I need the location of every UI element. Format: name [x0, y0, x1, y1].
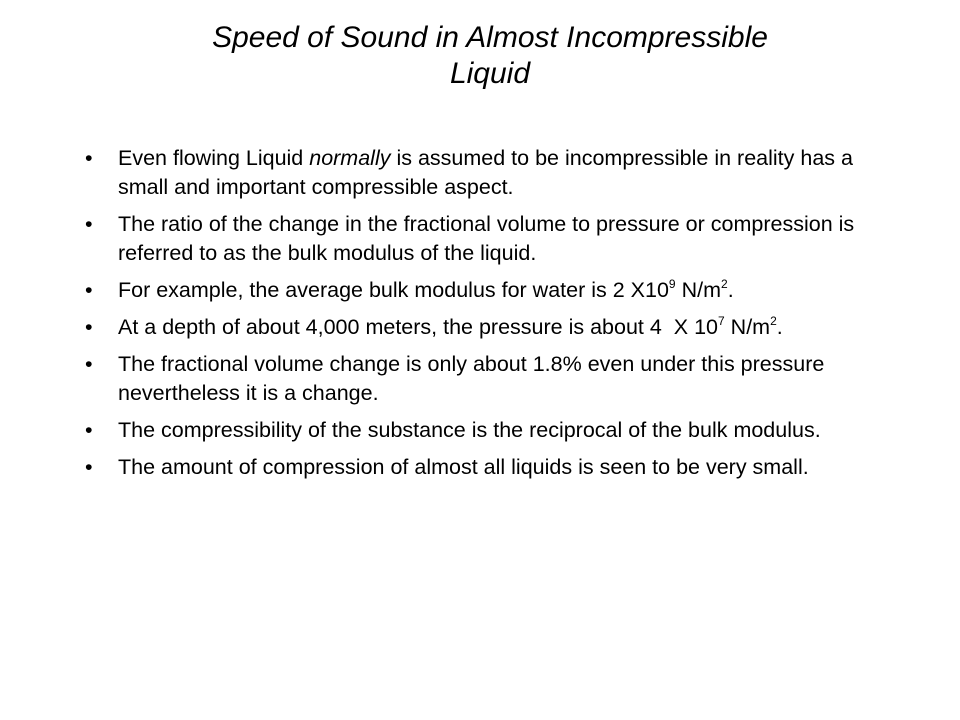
- bullet-text-part: At a depth of about 4,000 meters, the pressure is about 4 X 10: [118, 315, 718, 339]
- title-line-1: Speed of Sound in Almost Incompressible: [212, 21, 768, 54]
- bullet-text: The compressibility of the substance is the reciprocal of the bulk modulus.: [118, 418, 821, 442]
- bullet-text-part: N/m: [675, 278, 721, 302]
- bullet-icon: •: [85, 146, 93, 170]
- bullet-list: [80, 144, 880, 490]
- bullet-text-part: .: [776, 315, 783, 339]
- bullet-text: [118, 278, 734, 302]
- bullet-icon: •: [85, 278, 93, 302]
- bullet-icon: •: [85, 315, 93, 339]
- bullet-text: The amount of compression of almost all liquids is seen to be very small.: [118, 455, 809, 479]
- bullet-icon: •: [85, 455, 93, 479]
- bullet-text-part: is assumed to be incompressible in reality has a small and important compressible aspect.: [118, 146, 859, 199]
- bullet-text-part: Even flowing Liquid: [118, 146, 310, 170]
- superscript: 9: [668, 276, 676, 291]
- bullet-text-part: N/m: [724, 315, 771, 339]
- superscript: 2: [770, 313, 777, 328]
- bullet-icon: •: [85, 418, 93, 442]
- bullet-item-1: [80, 144, 880, 202]
- bullet-item-6: [80, 416, 880, 445]
- bullet-text: [118, 315, 783, 339]
- bullet-item-7: [80, 453, 880, 482]
- title-line-2: Liquid: [449, 57, 531, 90]
- bullet-text-part: .: [727, 278, 734, 302]
- bullet-item-2: [80, 210, 880, 268]
- bullet-emphasis: normally: [309, 146, 391, 170]
- superscript: 2: [721, 276, 728, 291]
- bullet-text: The ratio of the change in the fractional volume to pressure or compression is referred to as the bulk modulus of the liquid.: [118, 212, 855, 265]
- bullet-icon: •: [85, 212, 93, 236]
- bullet-item-3: [80, 276, 880, 305]
- bullet-text-part: For example, the average bulk modulus for water is 2 X10: [118, 278, 669, 302]
- bullet-text: The fractional volume change is only about 1.8% even under this pressure nevertheless it is a change.: [118, 352, 825, 405]
- bullet-text: [118, 146, 859, 199]
- bullet-icon: •: [85, 352, 93, 376]
- superscript: 7: [718, 313, 725, 328]
- slide-title: [100, 20, 880, 92]
- bullet-item-5: [80, 350, 880, 408]
- bullet-item-4: [80, 313, 880, 342]
